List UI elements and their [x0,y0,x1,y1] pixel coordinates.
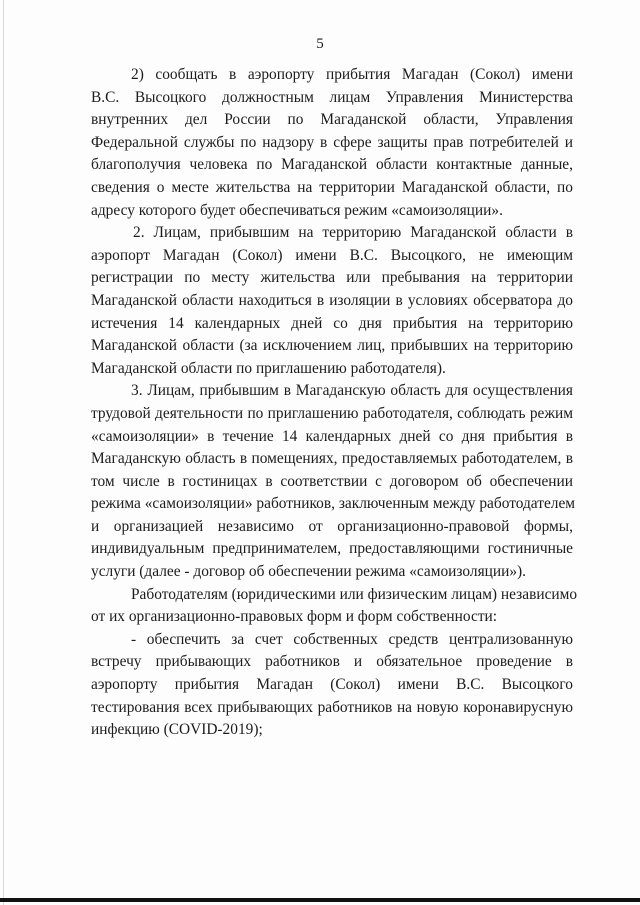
text-line: Магаданскую область в помещениях, предоставляемых работодателем, в [91,450,573,468]
text-line: аэропорт Магадан (Сокол) имени В.С. Высоцкого, не имеющим [91,246,573,264]
text-line: услуги (далее - договор об обеспечении режима «самоизоляции»). [91,563,527,581]
text-line: и организацией независимо от организационно-правовой формы, [91,517,573,535]
text-line: трудовой деятельности по приглашению работодателя, соблюдать режим [91,404,573,422]
text-line: том числе в гостиницах в соответствии с договором об обеспечении [91,472,573,490]
text-line: Федеральной службы по надзору в сфере защиты прав потребителей и [91,133,573,151]
document-body [91,64,578,742]
text-line: индивидуальным предпринимателем, предоставляющими гостиничные [91,540,573,558]
text-line: тестирования всех прибывающих работников на новую коронавирусную [91,698,573,716]
text-line: В.С. Высоцкого должностным лицам Управления Министерства [91,88,573,106]
text-line: «самоизоляции» в течение 14 календарных дней со дня прибытия в [91,427,573,445]
page-number: 5 [316,36,324,52]
text-line: истечения 14 календарных дней со дня прибытия на территорию [91,314,573,332]
text-line: 3. Лицам, прибывшим в Магаданскую область для осуществления [131,382,573,400]
text-line: благополучия человека по Магаданской области контактные данные, [91,156,573,174]
text-line: 2) сообщать в аэропорту прибытия Магадан (Сокол) имени [131,66,573,83]
text-line: сведения о месте жительства на территории Магаданской области, по [91,178,573,196]
text-line: 2. Лицам, прибывшим на территорию Магаданской области в [133,224,573,242]
text-line: Магаданской области находиться в изоляции в условиях обсерватора до [91,291,573,309]
scan-edge [3,0,4,905]
text-line: - обеспечить за счет собственных средств централизованную [131,630,573,648]
text-line: внутренних дел России по Магаданской области, Управления [91,111,573,129]
text-line: от их организационно-правовых форм и форм собственности: [91,608,498,626]
text-line: Работодателям (юридическими или физическим лицам) независимо [131,585,578,603]
scan-bottom-border [0,898,640,902]
text-line: регистрации по месту жительства или пребывания на территории [91,269,573,287]
text-line: адресу которого будет обеспечиваться режим «самоизоляции». [91,201,503,219]
text-line: Магаданской области (за исключением лиц, прибывших на территорию [91,337,573,355]
text-line: режима «самоизоляции» работников, заключенным между работодателем [91,495,576,513]
text-line: аэропорту прибытия Магадан (Сокол) имени В.С. Высоцкого [91,676,573,694]
text-line: инфекцию (COVID-2019); [91,721,263,739]
text-line: встречу прибывающих работников и обязательное проведение в [91,653,573,671]
text-line: Магаданской области по приглашению работодателя). [91,359,446,377]
